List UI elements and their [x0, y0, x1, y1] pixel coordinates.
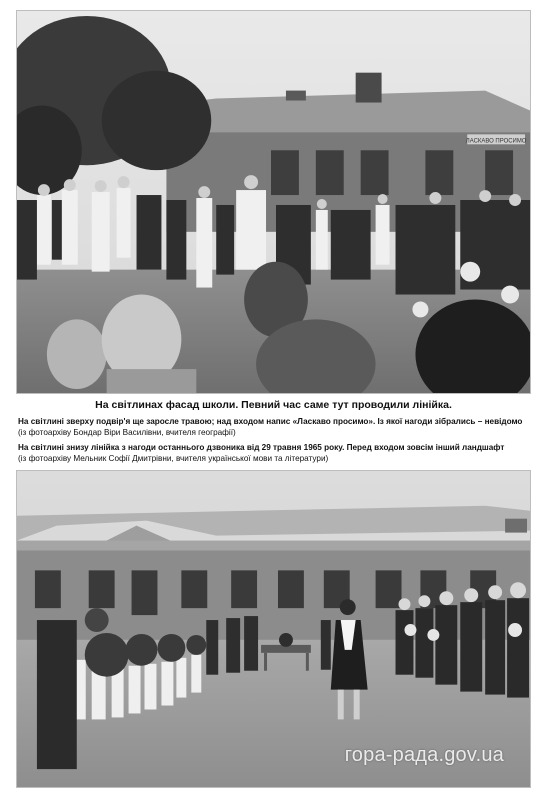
- bottom-caption-text: На світлині знизу лінійка з нагоди останнього дзвоника від 29 травня 1965 року. Перед входом зовсім інший ландшафт: [18, 443, 505, 452]
- top-photo-image: [17, 11, 530, 393]
- bottom-photo-caption: [18, 443, 538, 464]
- bottom-caption-source: (із фотоархіву Мельник Софії Дмитрівни, вчителя української мови та літератури): [18, 453, 329, 463]
- bottom-photo-image: [17, 471, 530, 787]
- bottom-photo: [16, 470, 531, 788]
- top-caption-source: (із фотоархіву Бондар Віри Василівни, вчителя географії): [18, 427, 236, 437]
- top-caption-text: На світлині зверху подвір'я ще заросле травою; над входом напис «Ласкаво просимо». Із якої нагоди зібрались – невідомо: [18, 417, 523, 426]
- welcome-sign: ЛАСКАВО ПРОСИМО: [465, 138, 527, 145]
- watermark: гора-рада.gov.ua: [344, 744, 504, 766]
- top-photo: [16, 10, 531, 394]
- main-caption: На світлинах фасад школи. Певний час саме тут проводили лінійка.: [95, 399, 452, 411]
- top-photo-caption: [18, 417, 538, 438]
